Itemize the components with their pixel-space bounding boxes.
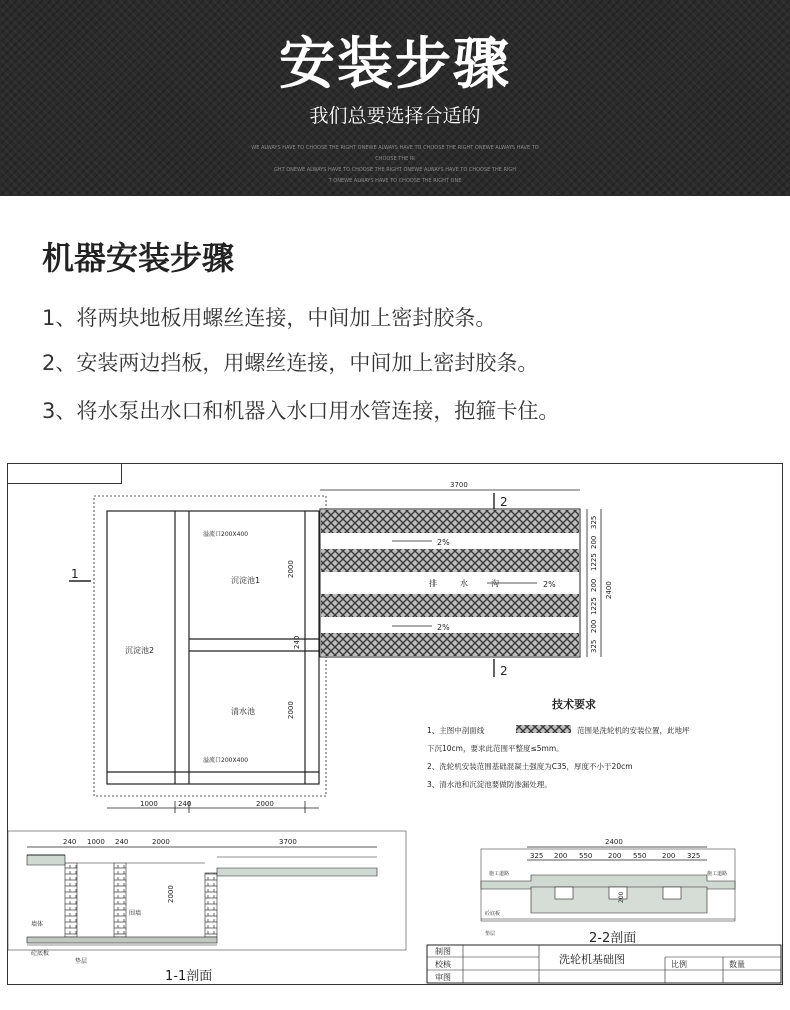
dim-label: 200 xyxy=(590,535,598,549)
dim-label: 2000 xyxy=(256,800,274,808)
tank-label: 沉淀池1 xyxy=(231,576,261,585)
dim-label: 1000 xyxy=(87,838,105,846)
part-label: 围墙 xyxy=(129,910,142,917)
dim-label: 3700 xyxy=(279,838,297,846)
brick-wall xyxy=(205,873,217,937)
dim-label: 2400 xyxy=(605,838,623,846)
dim-label: 1225 xyxy=(590,553,598,571)
part-label: 墙体 xyxy=(31,921,44,928)
dim-label: 2000 xyxy=(152,838,170,846)
titleblock-cell: 审图 xyxy=(435,973,451,982)
part-label: 砼底板 xyxy=(31,950,50,957)
dim-label: 325 xyxy=(687,852,701,860)
section-mark: 1 xyxy=(71,567,79,581)
part-label: 垫层 xyxy=(75,958,88,965)
hatch-legend xyxy=(516,725,571,733)
brick-wall xyxy=(65,863,77,937)
dim-label: 200 xyxy=(608,852,622,860)
slope-label: 2% xyxy=(437,623,450,632)
inlet-label: 溢流口200X400 xyxy=(203,531,249,538)
dim-label: 325 xyxy=(530,852,544,860)
dim-label: 550 xyxy=(633,852,647,860)
hatched-strip xyxy=(321,549,579,572)
part-label: 砼底板 xyxy=(485,911,501,917)
section-mark: 2 xyxy=(500,495,508,509)
hatched-strip xyxy=(321,633,579,656)
dim-label: 2000 xyxy=(167,885,175,903)
part-label: 垫层 xyxy=(485,931,496,937)
section-mark: 2 xyxy=(500,664,508,678)
step-item: 3、将水泵出水口和机器入水口用水管连接，抱箍卡住。 xyxy=(42,399,560,423)
titleblock-cell: 校核 xyxy=(435,960,451,969)
section-title: 1-1剖面 xyxy=(165,969,213,984)
dim-label: 2000 xyxy=(287,701,295,719)
drawing-name: 洗轮机基础图 xyxy=(559,953,625,966)
dim-label: 240 xyxy=(115,838,129,846)
dim-label: 1225 xyxy=(590,597,598,615)
dim-label: 200 xyxy=(590,619,598,633)
drain-label: 水 xyxy=(460,579,468,588)
brick-wall xyxy=(114,863,126,937)
section-title: 2-2剖面 xyxy=(589,931,637,946)
dim-label: 325 xyxy=(590,515,598,529)
dim-label: 200 xyxy=(618,891,625,903)
requirement-line: 1、主图中剖面线 xyxy=(427,726,485,735)
banner-tagline-line: WE ALWAYS HAVE TO CHOOSE THE RIGHT ONEWE ALWAYS HAVE TO CHOOSE THE RIGHT ONEWE ALWAYS HAVE TO CHOOSE THE RI xyxy=(251,145,539,162)
banner-title: 安装步骤 xyxy=(279,32,511,97)
tank-label: 沉淀池2 xyxy=(125,646,155,655)
hatched-strip xyxy=(321,594,579,617)
banner-subtitle: 我们总要选择合适的 xyxy=(309,105,481,127)
dim-label: 240 xyxy=(293,635,301,649)
banner-tagline-line: T ONEWE ALWAYS HAVE TO CHOOSE THE RIGHT ONE xyxy=(328,178,462,184)
drain-label: 沟 xyxy=(491,579,499,588)
requirement-line: 下沉10cm，要求此范围平整度≤5mm。 xyxy=(427,744,564,753)
dim-label: 240 xyxy=(63,838,77,846)
dim-label: 240 xyxy=(178,800,192,808)
banner-tagline xyxy=(245,143,545,187)
dim-label: 550 xyxy=(579,852,593,860)
inlet-label: 溢流口200X400 xyxy=(203,757,249,764)
requirement-line: 2、洗轮机安装范围基础混凝土强度为C35，厚度不小于20cm xyxy=(427,762,633,771)
header-banner xyxy=(0,0,790,196)
titleblock-cell: 比例 xyxy=(671,960,687,969)
dim-label: 200 xyxy=(590,578,598,592)
drain-label: 排 xyxy=(429,579,437,588)
requirements-title: 技术要求 xyxy=(552,698,596,711)
titleblock-cell: 数量 xyxy=(729,960,745,969)
step-item: 1、将两块地板用螺丝连接，中间加上密封胶条。 xyxy=(42,306,497,330)
section-title: 机器安装步骤 xyxy=(42,239,235,277)
requirement-line: 范围是洗轮机的安装位置，此地坪 xyxy=(577,726,690,735)
slope-label: 2% xyxy=(543,580,556,589)
dim-label: 200 xyxy=(662,852,676,860)
slope-label: 2% xyxy=(437,538,450,547)
foundation-drawing xyxy=(7,463,783,985)
dim-label: 325 xyxy=(590,639,598,653)
dim-label: 2000 xyxy=(287,560,295,578)
dim-label: 2400 xyxy=(605,581,613,599)
dim-label: 3700 xyxy=(450,481,468,489)
hatched-strip xyxy=(321,510,579,533)
tank-label: 清水池 xyxy=(231,707,255,716)
banner-tagline-line: GHT ONEWE ALWAYS HAVE TO CHOOSE THE RIGHT ONEWE ALWAYS HAVE TO CHOOSE THE RIGH xyxy=(273,167,517,173)
dim-label: 200 xyxy=(554,852,568,860)
requirement-line: 3、清水池和沉淀池要做防渗漏处理。 xyxy=(427,780,552,789)
titleblock-cell: 制图 xyxy=(435,947,451,956)
part-label: 施工道路 xyxy=(489,871,510,877)
dim-label: 1000 xyxy=(140,800,158,808)
step-item: 2、安装两边挡板，用螺丝连接，中间加上密封胶条。 xyxy=(42,351,539,375)
part-label: 施工道路 xyxy=(707,871,728,877)
